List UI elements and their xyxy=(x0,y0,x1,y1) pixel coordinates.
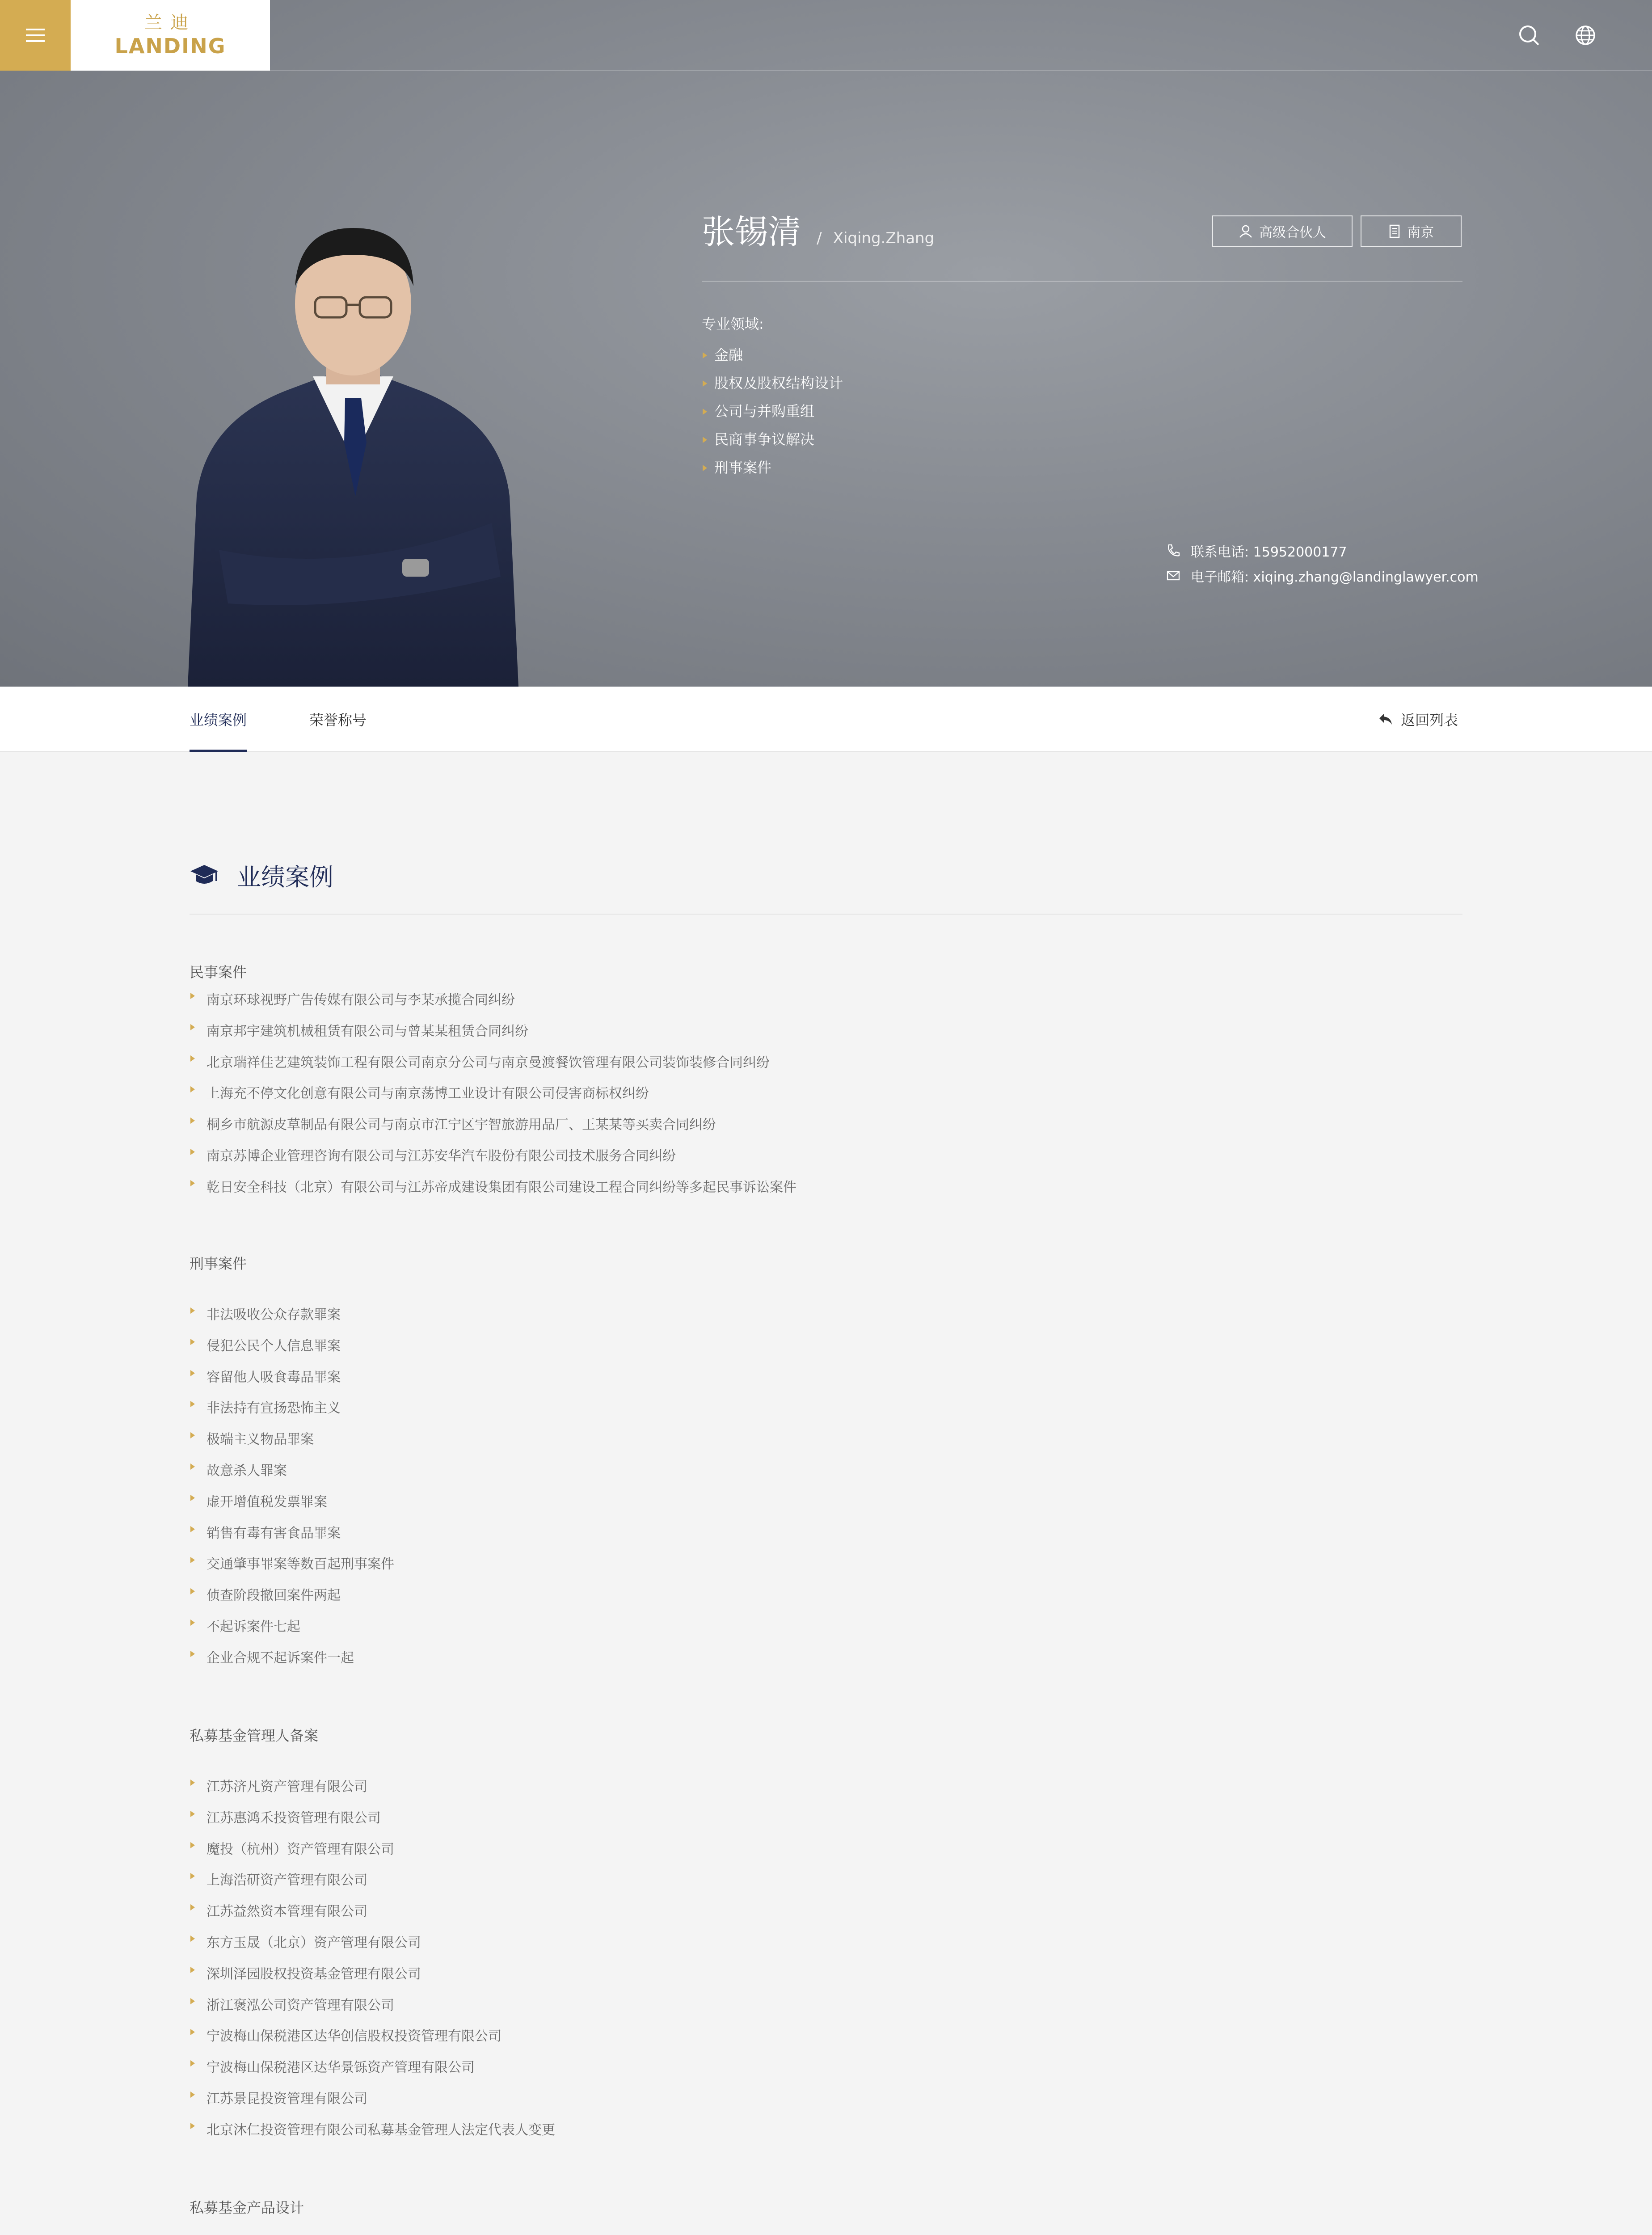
specialty-item: 公司与并购重组 xyxy=(702,397,843,426)
case-item: 容留他人吸食毒品罪案 xyxy=(190,1366,341,1386)
site-logo[interactable] xyxy=(71,0,270,71)
case-item: 南京邦宇建筑机械租赁有限公司与曾某某租赁合同纠纷 xyxy=(190,1020,528,1040)
specialty-item: 股权及股权结构设计 xyxy=(702,369,843,397)
cases-divider xyxy=(190,914,1462,915)
tab-honors[interactable]: 荣誉称号 xyxy=(309,712,367,729)
case-item: 东方玉晟（北京）资产管理有限公司 xyxy=(190,1931,421,1951)
case-item: 销售有毒有害食品罪案 xyxy=(190,1522,341,1542)
case-category-title: 私募基金产品设计 xyxy=(190,2199,304,2216)
globe-icon[interactable] xyxy=(1572,21,1599,49)
case-item: 江苏济凡资产管理有限公司 xyxy=(190,1775,367,1795)
specialty-item: 民商事争议解决 xyxy=(702,426,843,454)
case-item: 交通肇事罪案等数百起刑事案件 xyxy=(190,1553,394,1573)
lawyer-portrait xyxy=(179,210,527,687)
back-label: 返回列表 xyxy=(1401,712,1458,729)
case-item: 侦查阶段撤回案件两起 xyxy=(190,1584,341,1604)
case-item: 宁波梅山保税港区达华景铄资产管理有限公司 xyxy=(190,2056,475,2076)
location-badge-text: 南京 xyxy=(1407,225,1434,240)
specialty-item: 刑事案件 xyxy=(702,454,843,482)
section-tabs xyxy=(0,687,1652,752)
contact-phone xyxy=(1166,541,1347,561)
menu-icon xyxy=(25,27,46,43)
title-badge-text: 高级合伙人 xyxy=(1259,225,1326,240)
logo-cn: 兰迪 xyxy=(144,13,196,33)
name-cn: 张锡清 xyxy=(702,213,801,251)
case-item: 虚开增值税发票罪案 xyxy=(190,1491,327,1510)
back-to-list-link[interactable] xyxy=(1378,709,1458,730)
case-item: 南京环球视野广告传媒有限公司与李某承揽合同纠纷 xyxy=(190,989,515,1008)
case-item: 浙江褒泓公司资产管理有限公司 xyxy=(190,1994,394,2014)
phone-text: 联系电话: 15952000177 xyxy=(1191,544,1347,560)
case-item: 深圳泽园股权投资基金管理有限公司 xyxy=(190,1963,421,1982)
case-category-title: 私募基金管理人备案 xyxy=(190,1727,319,1744)
case-item: 桐乡市航源皮草制品有限公司与南京市江宁区宇智旅游用品厂、王某某等买卖合同纠纷 xyxy=(190,1113,716,1133)
top-navigation xyxy=(0,0,1652,71)
return-arrow-icon xyxy=(1378,712,1394,726)
case-item: 非法吸收公众存款罪案 xyxy=(190,1303,341,1323)
logo-en: LANDING xyxy=(114,34,226,58)
case-item: 极端主义物品罪案 xyxy=(190,1428,314,1448)
case-item: 南京苏博企业管理咨询有限公司与江苏安华汽车股份有限公司技术服务合同纠纷 xyxy=(190,1145,676,1164)
case-item: 江苏景昆投资管理有限公司 xyxy=(190,2087,367,2107)
graduation-cap-icon xyxy=(190,863,219,888)
person-icon xyxy=(1239,224,1253,238)
case-category-title: 民事案件 xyxy=(190,964,247,981)
case-item: 企业合规不起诉案件一起 xyxy=(190,1647,354,1666)
contact-email xyxy=(1166,566,1479,586)
case-item: 北京沐仁投资管理有限公司私募基金管理人法定代表人变更 xyxy=(190,2119,555,2138)
hero-divider xyxy=(702,281,1462,282)
email-link[interactable]: 电子邮箱: xiqing.zhang@landinglawyer.com xyxy=(1191,569,1479,585)
case-item: 魔投（杭州）资产管理有限公司 xyxy=(190,1838,394,1858)
case-item: 上海浩研资产管理有限公司 xyxy=(190,1869,367,1889)
name-separator: / xyxy=(817,229,822,247)
menu-button[interactable] xyxy=(0,0,71,71)
specialty-label: 专业领域: xyxy=(702,316,764,333)
case-item: 非法持有宣扬恐怖主义 xyxy=(190,1397,341,1417)
tab-cases[interactable]: 业绩案例 xyxy=(190,709,247,752)
specialty-item: 金融 xyxy=(702,341,843,369)
cases-title: 业绩案例 xyxy=(237,863,333,891)
cases-heading xyxy=(190,858,333,893)
case-item: 侵犯公民个人信息罪案 xyxy=(190,1335,341,1354)
case-item: 上海充不停文化创意有限公司与南京荡博工业设计有限公司侵害商标权纠纷 xyxy=(190,1082,649,1102)
case-category-title: 刑事案件 xyxy=(190,1255,247,1272)
specialty-list xyxy=(702,341,843,482)
location-badge xyxy=(1361,215,1462,247)
title-badge xyxy=(1212,215,1353,247)
lawyer-name xyxy=(702,206,934,253)
case-item: 江苏惠鸿禾投资管理有限公司 xyxy=(190,1807,381,1826)
name-en: Xiqing.Zhang xyxy=(833,229,935,247)
case-item: 宁波梅山保税港区达华创信股权投资管理有限公司 xyxy=(190,2025,502,2045)
search-icon[interactable] xyxy=(1515,21,1543,49)
phone-icon xyxy=(1166,543,1181,558)
case-item: 江苏益然资本管理有限公司 xyxy=(190,1900,367,1920)
profile-hero xyxy=(0,0,1652,687)
mail-icon xyxy=(1166,568,1181,583)
building-icon xyxy=(1388,224,1401,238)
case-item: 北京瑞祥佳艺建筑装饰工程有限公司南京分公司与南京曼渡餐饮管理有限公司装饰装修合同纠纷 xyxy=(190,1051,770,1071)
case-item: 乾日安全科技（北京）有限公司与江苏帝成建设集团有限公司建设工程合同纠纷等多起民事诉讼案件 xyxy=(190,1176,796,1196)
case-item: 不起诉案件七起 xyxy=(190,1615,300,1635)
case-item: 故意杀人罪案 xyxy=(190,1459,287,1479)
